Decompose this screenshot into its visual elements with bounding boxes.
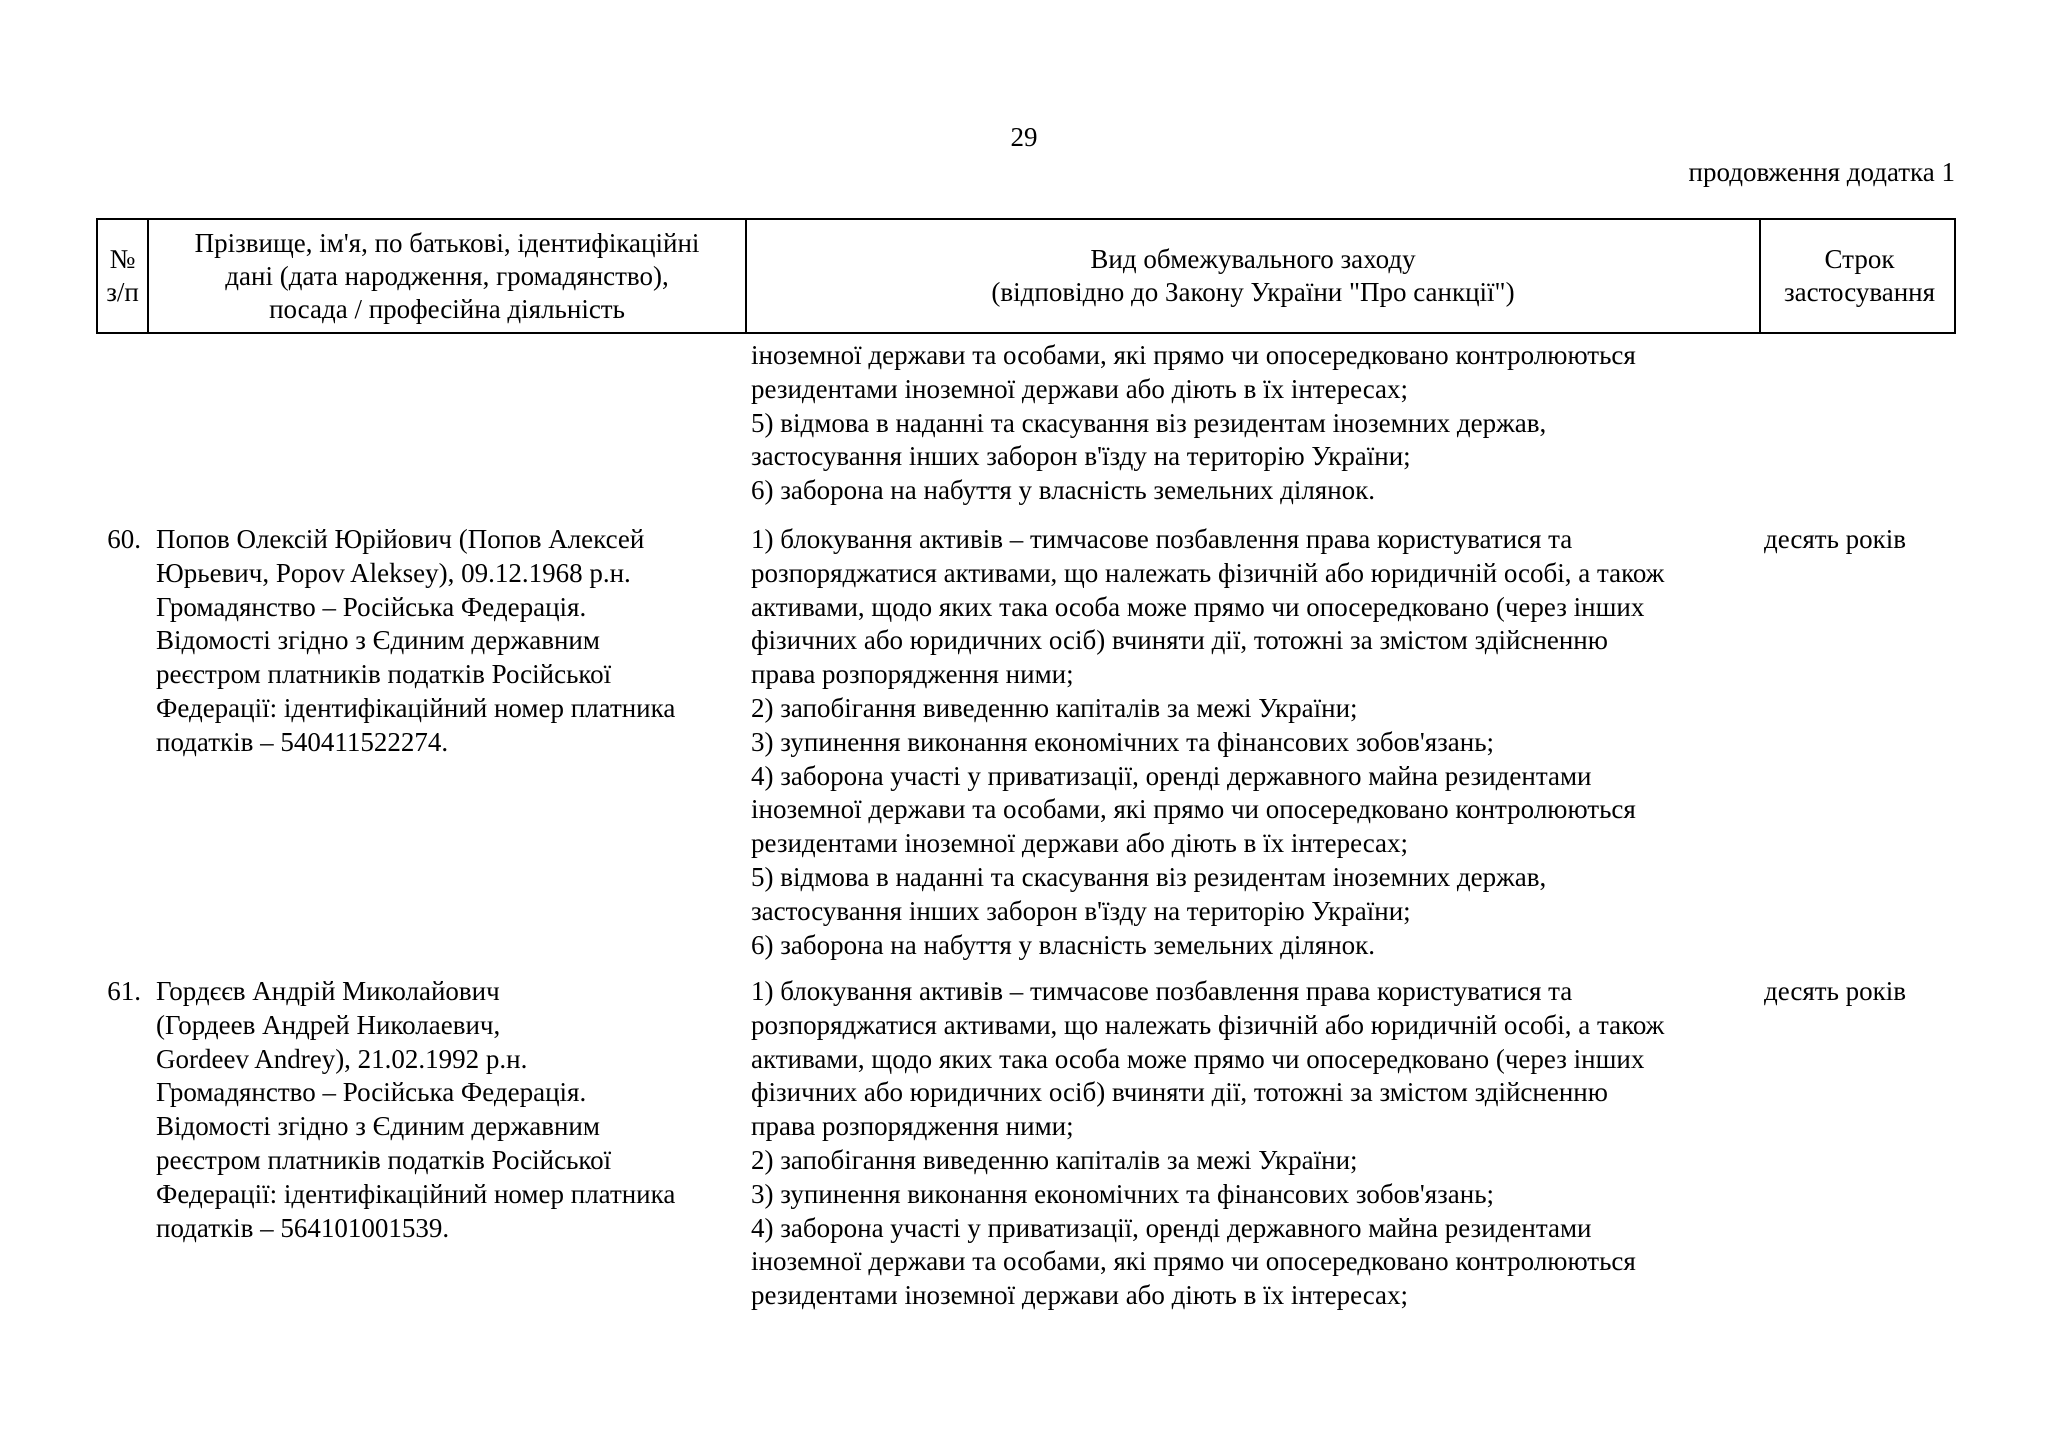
row-number: 60.	[107, 524, 141, 554]
row-person: Гордєєв Андрій Миколайович (Гордеев Андрей Николаевич, Gordeev Andrey), 21.02.1992 р.н. Громадянство – Російська Федерація. Відомості згідно з Єдиним державним реєстром платників податків Російської Федерації: ідентифікаційний номер платника податків – 564101001539.	[156, 976, 676, 1243]
row-term: десять років	[1764, 524, 1907, 554]
page-number: 29	[1010, 122, 1038, 152]
row-measures: іноземної держави та особами, які прямо чи опосередковано контролюються резидентами іноземної держави або діють в їх інтересах; 5) відмова в наданні та скасування віз резидентам іноземних держав, застосування інших заборон в'їзду на територію України; 6) заборона на набуття у власність земельних ділянок.	[751, 340, 1636, 506]
row-number	[96, 339, 147, 508]
row-person: Попов Олексій Юрійович (Попов Алексей Юрьевич, Popov Aleksey), 09.12.1968 р.н. Громадянство – Російська Федерація. Відомості згідно з Єдиним державним реєстром платників податків Російської Федерації: ідентифікаційний номер платника податків – 540411522274.	[156, 524, 676, 757]
continuation-label: продовження додатка 1	[1688, 157, 1955, 187]
row-measures: 1) блокування активів – тимчасове позбавлення права користуватися та розпоряджатися активами, що належать фізичній або юридичній особі, а також активами, щодо яких така особа може прямо чи опосередковано (через інших фізичних або юридичних осіб) вчиняти дії, тотожні за змістом здійсненню права розпорядження ними; 2) запобігання виведенню капіталів за межі України; 3) зупинення виконання економічних та фінансових зобов'язань; 4) заборона участі у приватизації, оренді державного майна резидентами іноземної держави та особами, які прямо чи опосередковано контролюються резидентами іноземної держави або діють в їх інтересах; 5) відмова в наданні та скасування віз резидентам іноземних держав, застосування інших заборон в'їзду на територію України; 6) заборона на набуття у власність земельних ділянок.	[751, 524, 1665, 960]
table-row-60	[96, 523, 1956, 962]
header-person-label: Прізвище, ім'я, по батькові, ідентифікаційні дані (дата народження, громадянство), посада / професійна діяльність	[194, 227, 700, 324]
row-number: 61.	[107, 976, 141, 1006]
header-measure-label: Вид обмежувального заходу (відповідно до Закону України "Про санкції")	[991, 244, 1515, 307]
header-person-cell	[149, 220, 747, 332]
table-header	[96, 218, 1956, 334]
header-term-label: Строк застосування	[1783, 244, 1936, 307]
table-row-61	[96, 975, 1956, 1313]
header-number-label: № з/п	[106, 244, 139, 307]
table-row-continued	[96, 339, 1956, 508]
row-measures: 1) блокування активів – тимчасове позбавлення права користуватися та розпоряджатися активами, що належать фізичній або юридичній особі, а також активами, щодо яких така особа може прямо чи опосередковано (через інших фізичних або юридичних осіб) вчиняти дії, тотожні за змістом здійсненню права розпорядження ними; 2) запобігання виведенню капіталів за межі України; 3) зупинення виконання економічних та фінансових зобов'язань; 4) заборона участі у приватизації, оренді державного майна резидентами іноземної держави та особами, які прямо чи опосередковано контролюються резидентами іноземної держави або діють в їх інтересах;	[751, 976, 1665, 1311]
row-term: десять років	[1764, 976, 1907, 1006]
header-measure-cell	[747, 220, 1761, 332]
header-term-cell	[1761, 220, 1958, 332]
row-term	[1759, 339, 1956, 508]
header-number-cell	[98, 220, 149, 332]
row-person	[147, 339, 745, 508]
